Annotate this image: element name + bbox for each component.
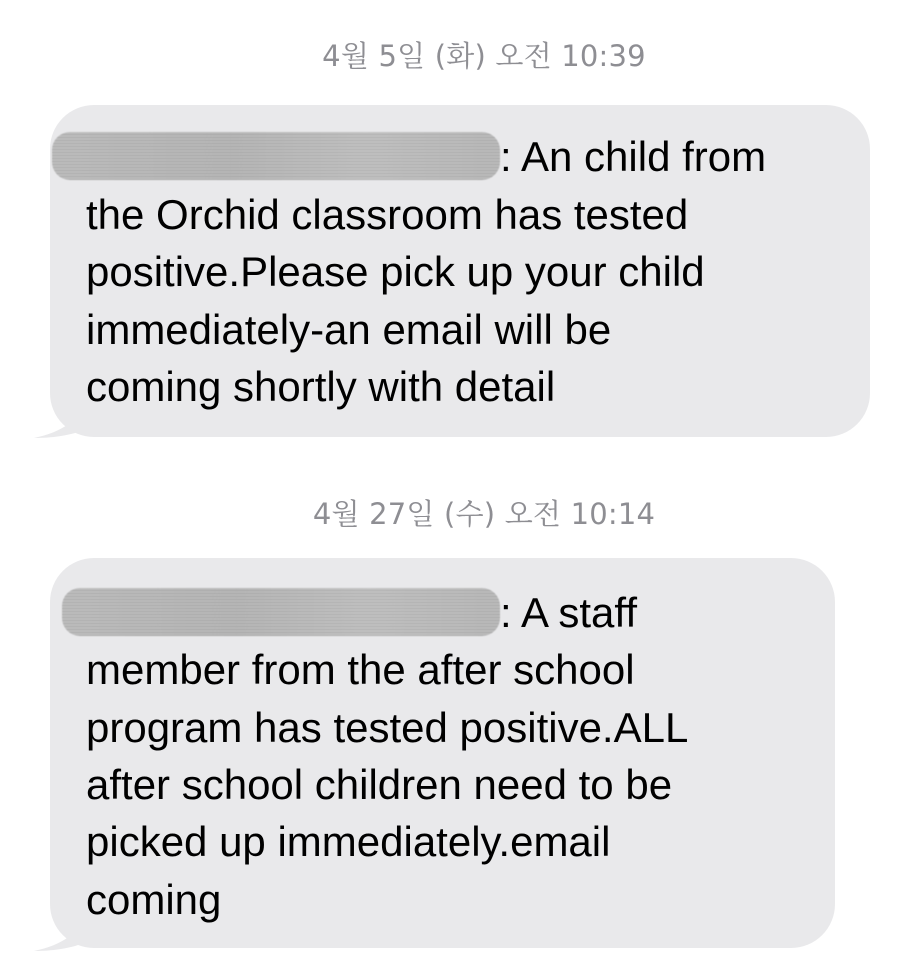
message-line: picked up immediately.email — [86, 818, 611, 865]
message-line: : An child from — [500, 133, 767, 180]
redacted-sender-name — [62, 588, 500, 636]
message-line: immediately-an email will be — [86, 306, 612, 353]
bubble-tail-icon — [28, 398, 88, 448]
bubble-tail-icon — [28, 911, 88, 961]
message-line: after school children need to be — [86, 761, 673, 808]
message-timestamp: 4월 27일 (수) 오전 10:14 — [312, 497, 656, 531]
message-line: the Orchid classroom has tested — [86, 191, 689, 238]
message-line: : A staff — [500, 589, 637, 636]
message-line: coming — [86, 876, 222, 923]
message-line: positive.Please pick up your child — [86, 248, 705, 295]
message-timestamp: 4월 5일 (화) 오전 10:39 — [322, 39, 646, 73]
redacted-sender-name — [52, 132, 500, 180]
message-line: program has tested positive.ALL — [86, 704, 689, 751]
message-line: coming shortly with detail — [86, 363, 556, 410]
message-line: member from the after school — [86, 646, 635, 693]
